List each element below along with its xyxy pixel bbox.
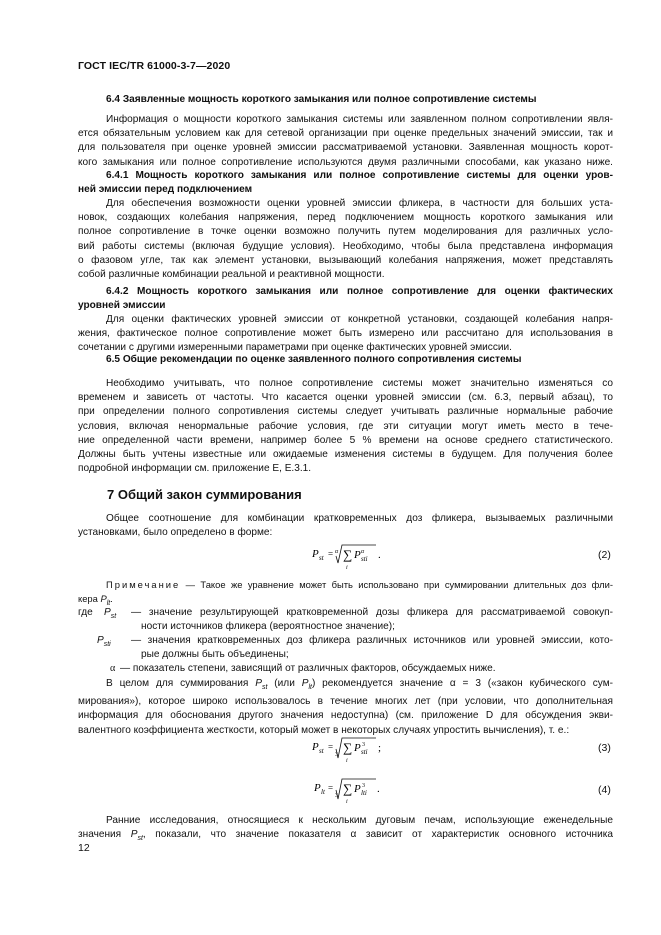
svg-text:P: P bbox=[354, 742, 361, 754]
section-6-5-title: 6.5 Общие рекомендации по оценке заявленного полного сопротивления системы bbox=[106, 354, 522, 365]
text-line: сочетании с другими измеренными параметрами при оценке фактических уровней эмиссии. bbox=[78, 342, 512, 354]
note-label: Примечание bbox=[106, 579, 181, 590]
text-line: Общее соотношение для комбинации кратковременных доз фликера, вызываемых различными bbox=[106, 513, 613, 524]
svg-text:.: . bbox=[377, 783, 380, 795]
def-text: — показатель степени, зависящий от различных факторов, обсуждаемых ниже. bbox=[120, 663, 496, 674]
svg-text:lti: lti bbox=[361, 789, 367, 797]
svg-text:α: α bbox=[361, 549, 365, 555]
heading-line: ней эмиссии перед подключением bbox=[78, 184, 253, 196]
equation-3 bbox=[312, 736, 392, 769]
text-line: значения $P_{st}$, показали, что значение показателя α зависит от характеристик основного источника bbox=[78, 829, 614, 843]
def-text: ности источников фликера (вероятностное значение); bbox=[141, 621, 395, 632]
text-line: вий работы системы (включая будущие условия). Необходимо, чтобы была представлена информация bbox=[78, 240, 613, 252]
svg-text:i: i bbox=[346, 565, 348, 571]
section-6-4-paragraph bbox=[78, 113, 613, 170]
svg-text:∑: ∑ bbox=[343, 740, 353, 755]
svg-text:∑: ∑ bbox=[343, 781, 353, 796]
text-line: ние определенной части времени, например более 5 % времени на основе среднего статистического. bbox=[78, 434, 613, 446]
section-6-4-1-paragraph bbox=[78, 197, 613, 282]
equation-4-number: (4) bbox=[598, 784, 611, 796]
text-line: о фазовом угле, так как элемент установки, вызывающий колебания напряжения, может представлять bbox=[78, 254, 613, 266]
equation-2 bbox=[312, 543, 392, 576]
equation-2-number: (2) bbox=[598, 549, 611, 561]
svg-text:st: st bbox=[319, 747, 324, 755]
svg-text:st: st bbox=[319, 554, 324, 562]
svg-text:;: ; bbox=[378, 742, 382, 754]
section-6-5-paragraph bbox=[78, 377, 613, 476]
text-line: для пользователя при оценке уровней эмиссии рассматриваемой установки. Заявленная мощность корот- bbox=[78, 142, 613, 154]
section-6-4-2-title bbox=[78, 285, 613, 313]
svg-text:=: = bbox=[328, 742, 334, 752]
svg-text:i: i bbox=[346, 758, 348, 764]
svg-text:P: P bbox=[354, 549, 361, 561]
def-text: — значение результирующей кратковременной дозы фликера для рассматриваемой совокуп- bbox=[131, 607, 613, 618]
text-line: ется обязательным условием как для сетевой организации при оценке предельных значений эмиссии, так и bbox=[78, 128, 613, 140]
section-7-intro bbox=[78, 512, 613, 540]
note-line: кера $P_{lt}$. bbox=[78, 592, 113, 607]
symbol-pst: $P_{st}$ bbox=[104, 607, 117, 621]
equation-4-formula bbox=[314, 777, 394, 807]
text-line: Информация о мощности короткого замыкания системы или заявленном полном сопротивлении явля- bbox=[106, 114, 613, 125]
note-text: кера bbox=[78, 592, 101, 604]
svg-text:P: P bbox=[312, 548, 319, 560]
svg-text:3: 3 bbox=[362, 783, 365, 789]
text-line: полное сопротивление в точке оценки возможно получить путем моделирования для различных усло- bbox=[78, 226, 613, 238]
text-line: информация для обоснования другого значения недоступна) (см. приложение D для обсуждения экви- bbox=[78, 710, 613, 722]
svg-text:sti: sti bbox=[361, 555, 368, 563]
symbol-alpha: α bbox=[110, 663, 116, 674]
section-6-4-1-title bbox=[78, 169, 613, 197]
equation-3-number: (3) bbox=[598, 742, 611, 754]
where-label: где bbox=[78, 607, 93, 618]
note-text: — Такое же уравнение может быть использовано при суммировании длительных доз фли- bbox=[180, 579, 613, 590]
svg-text:P: P bbox=[312, 741, 319, 753]
svg-text:P: P bbox=[354, 783, 361, 795]
text-line: жения, фактическое полное сопротивление может быть измерено или рассчитано для использования в bbox=[78, 328, 613, 340]
svg-text:sti: sti bbox=[361, 748, 368, 756]
def-text: рые должны быть объединены; bbox=[141, 649, 289, 660]
text-line: Ранние исследования, относящиеся к нескольким дуговым печам, использующие еженедельные bbox=[106, 815, 613, 826]
page-number: 12 bbox=[78, 842, 90, 854]
equation-3-formula bbox=[312, 736, 392, 766]
def-text: — значения кратковременных доз фликера различных источников или уровней эмиссии, кото- bbox=[131, 635, 613, 646]
note-line bbox=[78, 578, 613, 592]
svg-text:3: 3 bbox=[335, 752, 338, 758]
definitions bbox=[78, 606, 613, 676]
document-header: ГОСТ IEC/TR 61000-3-7—2020 bbox=[78, 60, 231, 72]
text-line: временем и зависеть от частоты. Что касается оценки уровней эмиссии (см. 6.3, первый абзац), то bbox=[78, 392, 613, 404]
text-line: валентного коэффициента жесткости, который может в некоторых случаях упростить вычисления), т. е.: bbox=[78, 724, 570, 736]
text-line: кого замыкания или полное сопротивление используются двумя различными способами, как указано ниже. bbox=[78, 156, 613, 168]
text-line: условия, включая ненормальные рабочие условия, где эти ситуации могут иметь место в тече- bbox=[78, 420, 613, 432]
heading-line: 6.4.1 Мощность короткого замыкания или полное сопротивление системы для оценки уров- bbox=[106, 170, 613, 181]
equation-2-formula bbox=[312, 543, 392, 573]
svg-text:α: α bbox=[335, 549, 339, 555]
final-paragraph bbox=[78, 814, 613, 846]
text-line: новок, создающих колебания напряжения, перед подключением мощность короткого замыкания или bbox=[78, 212, 613, 224]
equation-4 bbox=[314, 777, 394, 810]
symbol-psti: $P_{sti}$ bbox=[97, 635, 111, 649]
svg-text:i: i bbox=[346, 799, 348, 805]
svg-text:P: P bbox=[314, 782, 321, 794]
text-line: Для обеспечения возможности оценки уровней эмиссии фликера, в частности для больших уста- bbox=[106, 198, 613, 209]
text-line: В целом для суммирования $P_{st}$ (или $P_{lt}$) рекомендуется значение α = 3 («закон кубического сум- bbox=[106, 678, 614, 692]
text-line: подробной информации см. приложение Е, Е.3.1. bbox=[78, 463, 312, 475]
text-line: установками, было определено в форме: bbox=[78, 527, 273, 539]
def-pst bbox=[78, 606, 613, 620]
section-6-4-title: 6.4 Заявленные мощность короткого замыкания или полное сопротивление системы bbox=[106, 94, 537, 105]
heading-line: 6.4.2 Мощность короткого замыкания или полное сопротивление для оценки фактических bbox=[106, 286, 613, 297]
svg-text:∑: ∑ bbox=[343, 547, 353, 562]
def-psti-cont bbox=[78, 648, 613, 662]
svg-text:=: = bbox=[328, 783, 334, 793]
text-line: собой различные комбинации реальной и реактивной мощности. bbox=[78, 269, 385, 281]
heading-line: уровней эмиссии bbox=[78, 300, 166, 312]
section-7-title: 7 Общий закон суммирования bbox=[107, 487, 302, 502]
def-alpha bbox=[78, 662, 613, 676]
text-line: Должны быть учтены известные или ожидаемые изменения системы в будущем. Для получения более bbox=[78, 449, 613, 461]
def-psti bbox=[78, 634, 613, 648]
text-line: при определении полного сопротивления системы следует учитывать различные нормальные рабочие bbox=[78, 406, 613, 418]
text-line: мирования»), которое широко использовалось в течение многих лет (при условии, что дополнительная bbox=[78, 696, 613, 708]
section-6-4-2-paragraph bbox=[78, 313, 613, 356]
text-line: Для оценки фактических уровней эмиссии от конкретной установки, создающей колебания напря- bbox=[106, 314, 613, 325]
svg-text:lt: lt bbox=[321, 788, 325, 796]
svg-text:3: 3 bbox=[335, 793, 338, 799]
section-7-paragraph bbox=[78, 677, 613, 738]
def-pst-cont bbox=[78, 620, 613, 634]
svg-text:=: = bbox=[328, 549, 334, 559]
text-line: Необходимо учитывать, что полное сопротивление системы может значительно изменяться со bbox=[106, 378, 613, 389]
svg-text:3: 3 bbox=[362, 742, 365, 748]
svg-text:.: . bbox=[378, 549, 381, 561]
